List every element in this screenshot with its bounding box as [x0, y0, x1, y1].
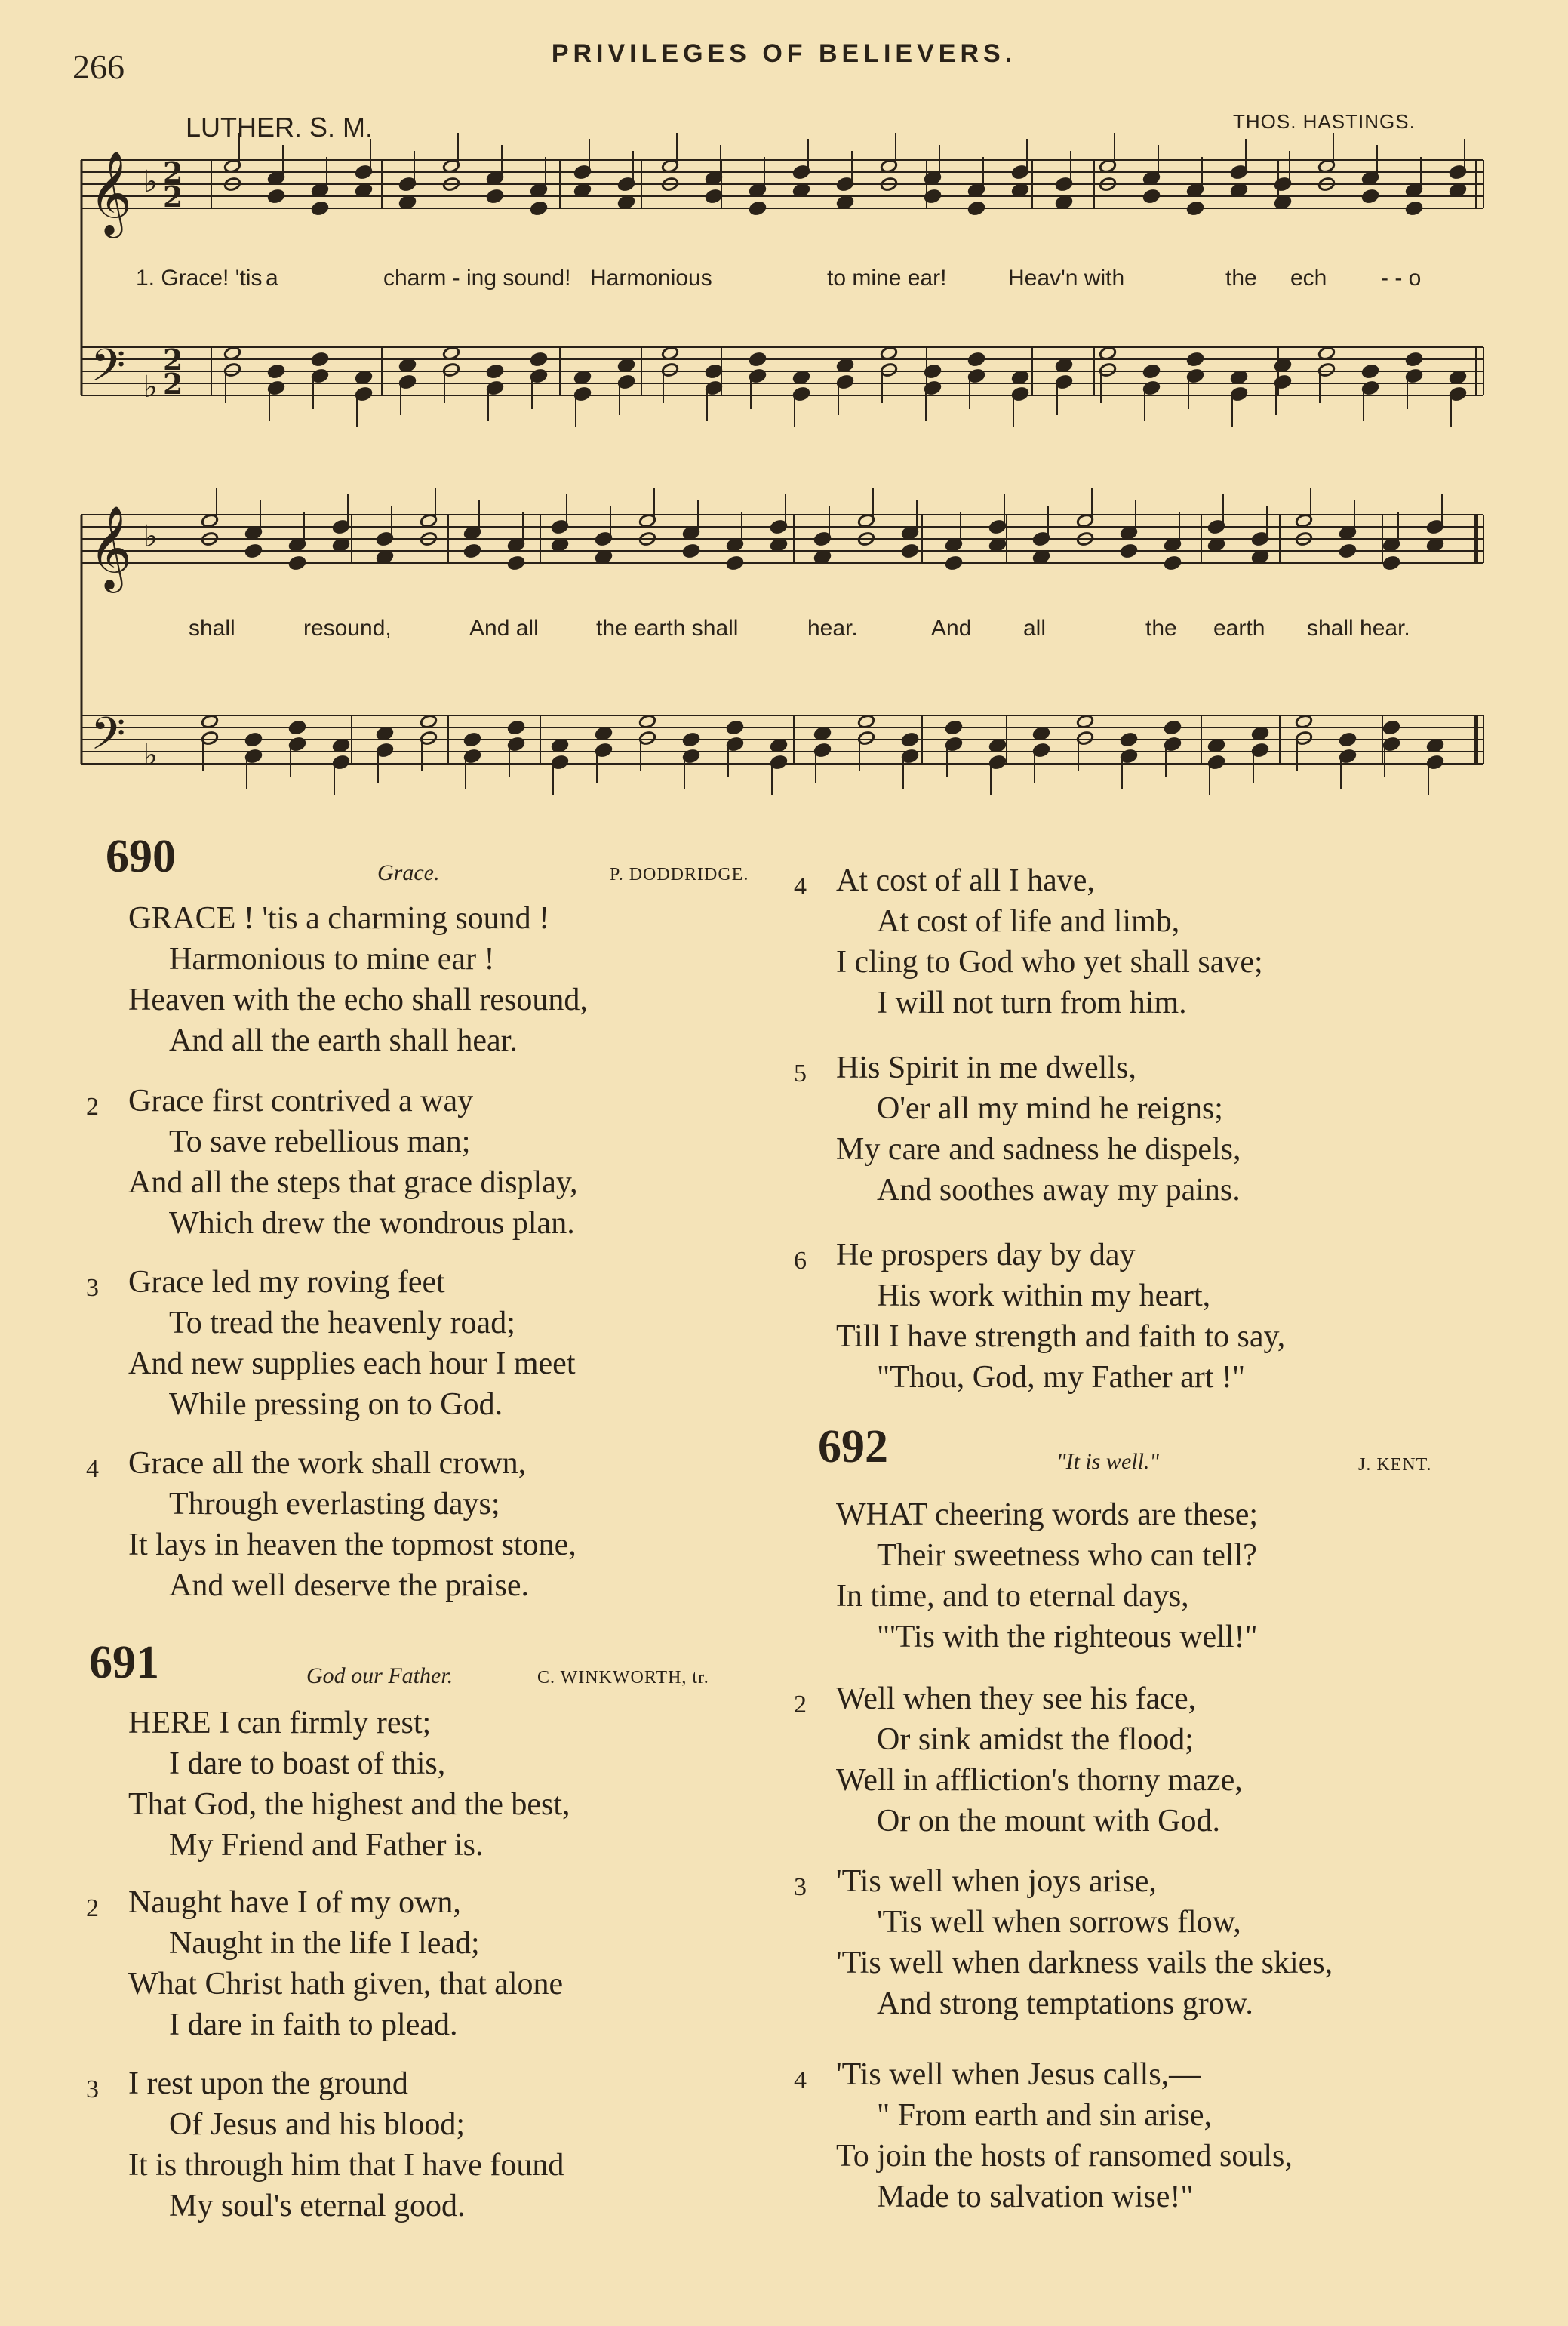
notehead: [376, 726, 394, 741]
stanza: [86, 1081, 578, 1244]
lyric-syllable: hear.: [807, 616, 858, 641]
stanza-line: Through everlasting days;: [169, 1487, 500, 1521]
stanza-line: " From earth and sin arise,: [877, 2098, 1213, 2133]
notehead: [244, 732, 263, 747]
stanza: [794, 1678, 1243, 1841]
stanza-line: GRACE ! 'tis a charming sound !: [128, 901, 550, 936]
notehead: [1230, 183, 1248, 198]
notehead: [551, 537, 569, 552]
notehead: [1142, 364, 1161, 379]
stanza: [86, 1262, 576, 1425]
notehead: [530, 201, 548, 216]
stanza-line: Their sweetness who can tell?: [877, 1538, 1257, 1573]
lyric-syllable: shall: [189, 616, 235, 641]
lyric-syllable: a: [266, 266, 278, 291]
notehead: [1186, 201, 1204, 216]
notehead: [705, 364, 723, 379]
lyric-syllable: the: [1225, 266, 1257, 291]
hymn-number: 690: [106, 831, 176, 882]
notehead: [1295, 714, 1313, 729]
notehead: [595, 726, 613, 741]
notehead: [813, 726, 832, 741]
notehead: [1426, 537, 1444, 552]
hymn-number: 692: [818, 1421, 888, 1472]
stanza: [794, 2054, 1293, 2217]
stanza-number: 2: [86, 1894, 99, 1922]
notehead: [726, 555, 744, 571]
notehead: [1361, 364, 1379, 379]
stanza-line: Harmonious to mine ear !: [169, 942, 495, 977]
stanza: [836, 1494, 1258, 1657]
time-signature: 2: [163, 180, 183, 214]
notehead: [1011, 183, 1029, 198]
stanza-number: 3: [86, 2075, 99, 2103]
stanza-line: "Thou, God, my Father art !": [877, 1360, 1246, 1395]
notehead: [223, 346, 241, 361]
notehead: [945, 555, 963, 571]
notehead: [573, 183, 592, 198]
notehead: [420, 714, 438, 729]
key-signature-flat: ♭: [143, 370, 158, 405]
key-signature-flat: ♭: [143, 165, 158, 199]
stanza-number: 6: [794, 1247, 807, 1275]
lyric-syllable: - - o: [1381, 266, 1422, 291]
notehead: [595, 549, 613, 565]
notehead: [1405, 352, 1423, 367]
stanza-line: Well when they see his face,: [836, 1681, 1197, 1716]
stanza-line: Made to salvation wise!": [877, 2180, 1194, 2214]
lyric-syllable: resound,: [303, 616, 392, 641]
stanza-line: He prospers day by day: [836, 1238, 1136, 1272]
stanza-line: And soothes away my pains.: [877, 1173, 1241, 1208]
notehead: [355, 183, 373, 198]
time-signature: 2: [163, 367, 183, 401]
stanza-line: I will not turn from him.: [877, 986, 1187, 1020]
notehead: [617, 195, 635, 210]
stanza-line: I rest upon the ground: [128, 2066, 408, 2101]
notehead: [1361, 189, 1379, 204]
stanza-line: It lays in heaven the topmost stone,: [128, 1528, 576, 1562]
stanza-line: Well in affliction's thorny maze,: [836, 1763, 1243, 1798]
stanza: [794, 1235, 1286, 1398]
notehead: [486, 364, 504, 379]
notehead: [1449, 370, 1467, 385]
notehead: [988, 738, 1007, 753]
notehead: [1207, 537, 1225, 552]
notehead: [288, 720, 306, 735]
notehead: [813, 549, 832, 565]
stanza-number: 2: [794, 1691, 807, 1718]
lyric-syllable: all: [1023, 616, 1047, 641]
stanza-line: My soul's eternal good.: [169, 2189, 466, 2223]
hymn-author: P. DODDRIDGE.: [610, 865, 749, 885]
running-head: PRIVILEGES OF BELIEVERS.: [551, 39, 1017, 68]
notehead: [749, 201, 767, 216]
stanza-line: "'Tis with the righteous well!": [877, 1620, 1258, 1654]
notehead: [1251, 549, 1269, 565]
stanza-line: It is through him that I have found: [128, 2148, 564, 2183]
notehead: [332, 738, 350, 753]
notehead: [1274, 358, 1292, 373]
hymn-number: 691: [89, 1637, 159, 1688]
notehead: [1339, 732, 1357, 747]
notehead: [398, 195, 417, 210]
notehead: [507, 720, 525, 735]
stanza-line: Or sink amidst the flood;: [877, 1722, 1194, 1757]
notehead: [617, 358, 635, 373]
lyric-syllable: shall hear.: [1307, 616, 1410, 641]
key-signature-flat: ♭: [143, 738, 158, 773]
notehead: [1076, 714, 1094, 729]
stanza-number: 4: [794, 2066, 807, 2094]
clef: 𝄞: [89, 505, 132, 589]
key-signature-flat: ♭: [143, 519, 158, 554]
notehead: [376, 549, 394, 565]
notehead: [967, 201, 985, 216]
notehead: [463, 543, 481, 558]
stanza-line: Heaven with the echo shall resound,: [128, 983, 588, 1017]
stanza-line: Grace all the work shall crown,: [128, 1446, 527, 1481]
stanza: [794, 860, 1263, 1023]
stanza-number: 3: [794, 1873, 807, 1901]
lyric-syllable: 1. Grace! 'tis: [136, 266, 263, 291]
notehead: [1317, 346, 1336, 361]
lyric-syllable: Heav'n with: [1008, 266, 1125, 291]
notehead: [1230, 370, 1248, 385]
hymn-title: God our Father.: [306, 1663, 453, 1688]
notehead: [1426, 738, 1444, 753]
stanza-line: 'Tis well when Jesus calls,—: [836, 2057, 1201, 2092]
notehead: [442, 346, 460, 361]
notehead: [1011, 370, 1029, 385]
stanza-number: 5: [794, 1060, 807, 1088]
lyric-syllable: ech: [1290, 266, 1327, 291]
stanza-line: Of Jesus and his blood;: [169, 2107, 465, 2142]
notehead: [836, 358, 854, 373]
stanza-line: I dare in faith to plead.: [169, 2008, 458, 2042]
notehead: [530, 352, 548, 367]
notehead: [507, 555, 525, 571]
notehead: [1339, 543, 1357, 558]
notehead: [463, 732, 481, 747]
notehead: [792, 370, 810, 385]
lyric-syllable: the: [1145, 616, 1177, 641]
notehead: [573, 370, 592, 385]
stanza-line: To tread the heavenly road;: [169, 1306, 515, 1340]
stanza-line: I dare to boast of this,: [169, 1746, 446, 1781]
notehead: [638, 714, 656, 729]
notehead: [1449, 183, 1467, 198]
notehead: [1405, 201, 1423, 216]
notehead: [1120, 732, 1138, 747]
lyric-syllable: the earth shall: [596, 616, 739, 641]
stanza-line: My Friend and Father is.: [169, 1828, 484, 1863]
notehead: [749, 352, 767, 367]
stanza: [794, 1048, 1241, 1211]
notehead: [332, 537, 350, 552]
notehead: [201, 714, 219, 729]
notehead: [1032, 726, 1050, 741]
notehead: [836, 195, 854, 210]
stanza-line: And strong temptations grow.: [877, 1986, 1253, 2021]
stanza-line: What Christ hath given, that alone: [128, 1967, 564, 2001]
hymn-author: J. KENT.: [1358, 1455, 1432, 1475]
notehead: [682, 543, 700, 558]
stanza-line: HERE I can firmly rest;: [128, 1706, 432, 1740]
notehead: [551, 738, 569, 753]
music-score: [0, 0, 1568, 830]
stanza-number: 2: [86, 1093, 99, 1121]
stanza-line: O'er all my mind he reigns;: [877, 1091, 1223, 1126]
notehead: [857, 714, 875, 729]
notehead: [967, 352, 985, 367]
stanza-line: At cost of all I have,: [836, 863, 1095, 898]
stanza-line: While pressing on to God.: [169, 1387, 503, 1422]
stanza-number: 4: [794, 872, 807, 900]
stanza-line: To save rebellious man;: [169, 1125, 471, 1159]
stanza-number: 3: [86, 1274, 99, 1302]
lyric-syllable: earth: [1213, 616, 1265, 641]
notehead: [1120, 543, 1138, 558]
notehead: [1055, 195, 1073, 210]
stanza-line: Which drew the wondrous plan.: [169, 1206, 575, 1241]
lyric-syllable: And: [931, 616, 972, 641]
notehead: [1274, 195, 1292, 210]
stanza-line: Grace led my roving feet: [128, 1265, 445, 1300]
notehead: [792, 183, 810, 198]
stanza-line: And all the earth shall hear.: [169, 1023, 518, 1058]
lyric-syllable: charm - ing sound!: [383, 266, 571, 291]
tune-composer: THOS. HASTINGS.: [1233, 110, 1416, 133]
stanza-line: 'Tis well when sorrows flow,: [877, 1905, 1241, 1940]
lyric-syllable: to mine ear!: [827, 266, 947, 291]
stanza-line: Grace first contrived a way: [128, 1084, 474, 1118]
stanza-line: His work within my heart,: [877, 1278, 1211, 1313]
notehead: [311, 352, 329, 367]
stanza-line: His Spirit in me dwells,: [836, 1051, 1136, 1085]
notehead: [1251, 726, 1269, 741]
notehead: [770, 537, 788, 552]
lyric-syllable: Harmonious: [590, 266, 712, 291]
notehead: [901, 543, 919, 558]
time-signature: 2: [163, 343, 183, 377]
clef: 𝄢: [91, 707, 126, 771]
stanza-line: WHAT cheering words are these;: [836, 1497, 1259, 1532]
stanza-line: Till I have strength and faith to say,: [836, 1319, 1286, 1354]
notehead: [311, 201, 329, 216]
notehead: [1164, 720, 1182, 735]
hymn-title: "It is well.": [1056, 1449, 1160, 1474]
notehead: [945, 720, 963, 735]
stanza: [86, 1882, 564, 2045]
notehead: [880, 346, 898, 361]
notehead: [486, 189, 504, 204]
notehead: [901, 732, 919, 747]
stanza-line: 'Tis well when darkness vails the skies,: [836, 1946, 1333, 1980]
notehead: [1186, 352, 1204, 367]
stanza-line: I cling to God who yet shall save;: [836, 945, 1263, 980]
stanza-line: Or on the mount with God.: [877, 1804, 1220, 1838]
notehead: [398, 358, 417, 373]
notehead: [1055, 358, 1073, 373]
stanza: [86, 2063, 564, 2226]
stanza-line: And all the steps that grace display,: [128, 1165, 578, 1200]
notehead: [288, 555, 306, 571]
notehead: [267, 364, 285, 379]
notehead: [1164, 555, 1182, 571]
notehead: [244, 543, 263, 558]
stanza-line: And well deserve the praise.: [169, 1568, 529, 1603]
notehead: [1032, 549, 1050, 565]
stanza: [794, 1861, 1333, 2024]
stanza-line: 'Tis well when joys arise,: [836, 1864, 1157, 1899]
notehead: [1207, 738, 1225, 753]
notehead: [355, 370, 373, 385]
tune-name: LUTHER. S. M.: [186, 112, 374, 143]
stanza-line: Naught have I of my own,: [128, 1885, 461, 1920]
stanza-number: 4: [86, 1455, 99, 1483]
notehead: [726, 720, 744, 735]
clef: 𝄢: [91, 339, 126, 402]
page-number: 266: [72, 48, 125, 86]
stanza-line: To join the hosts of ransomed souls,: [836, 2139, 1293, 2174]
lyric-syllable: And all: [469, 616, 539, 641]
notehead: [267, 189, 285, 204]
stanza-line: At cost of life and limb,: [877, 904, 1180, 939]
stanza: [86, 1443, 576, 1606]
notehead: [1142, 189, 1161, 204]
notehead: [770, 738, 788, 753]
notehead: [988, 537, 1007, 552]
stanza: [128, 1703, 570, 1866]
stanza-line: In time, and to eternal days,: [836, 1579, 1189, 1614]
notehead: [1382, 555, 1400, 571]
notehead: [705, 189, 723, 204]
notehead: [682, 732, 700, 747]
stanza-line: Naught in the life I lead;: [169, 1926, 480, 1961]
stanza-line: That God, the highest and the best,: [128, 1787, 570, 1822]
hymn-author: C. WINKWORTH, tr.: [537, 1668, 709, 1688]
notehead: [1382, 720, 1400, 735]
notehead: [1099, 346, 1117, 361]
stanza-line: My care and sadness he dispels,: [836, 1132, 1241, 1167]
hymn-title: Grace.: [377, 860, 440, 885]
time-signature: 2: [163, 155, 183, 189]
notehead: [661, 346, 679, 361]
stanza-line: And new supplies each hour I meet: [128, 1346, 576, 1381]
stanza: [128, 898, 588, 1061]
clef: 𝄞: [89, 150, 132, 235]
